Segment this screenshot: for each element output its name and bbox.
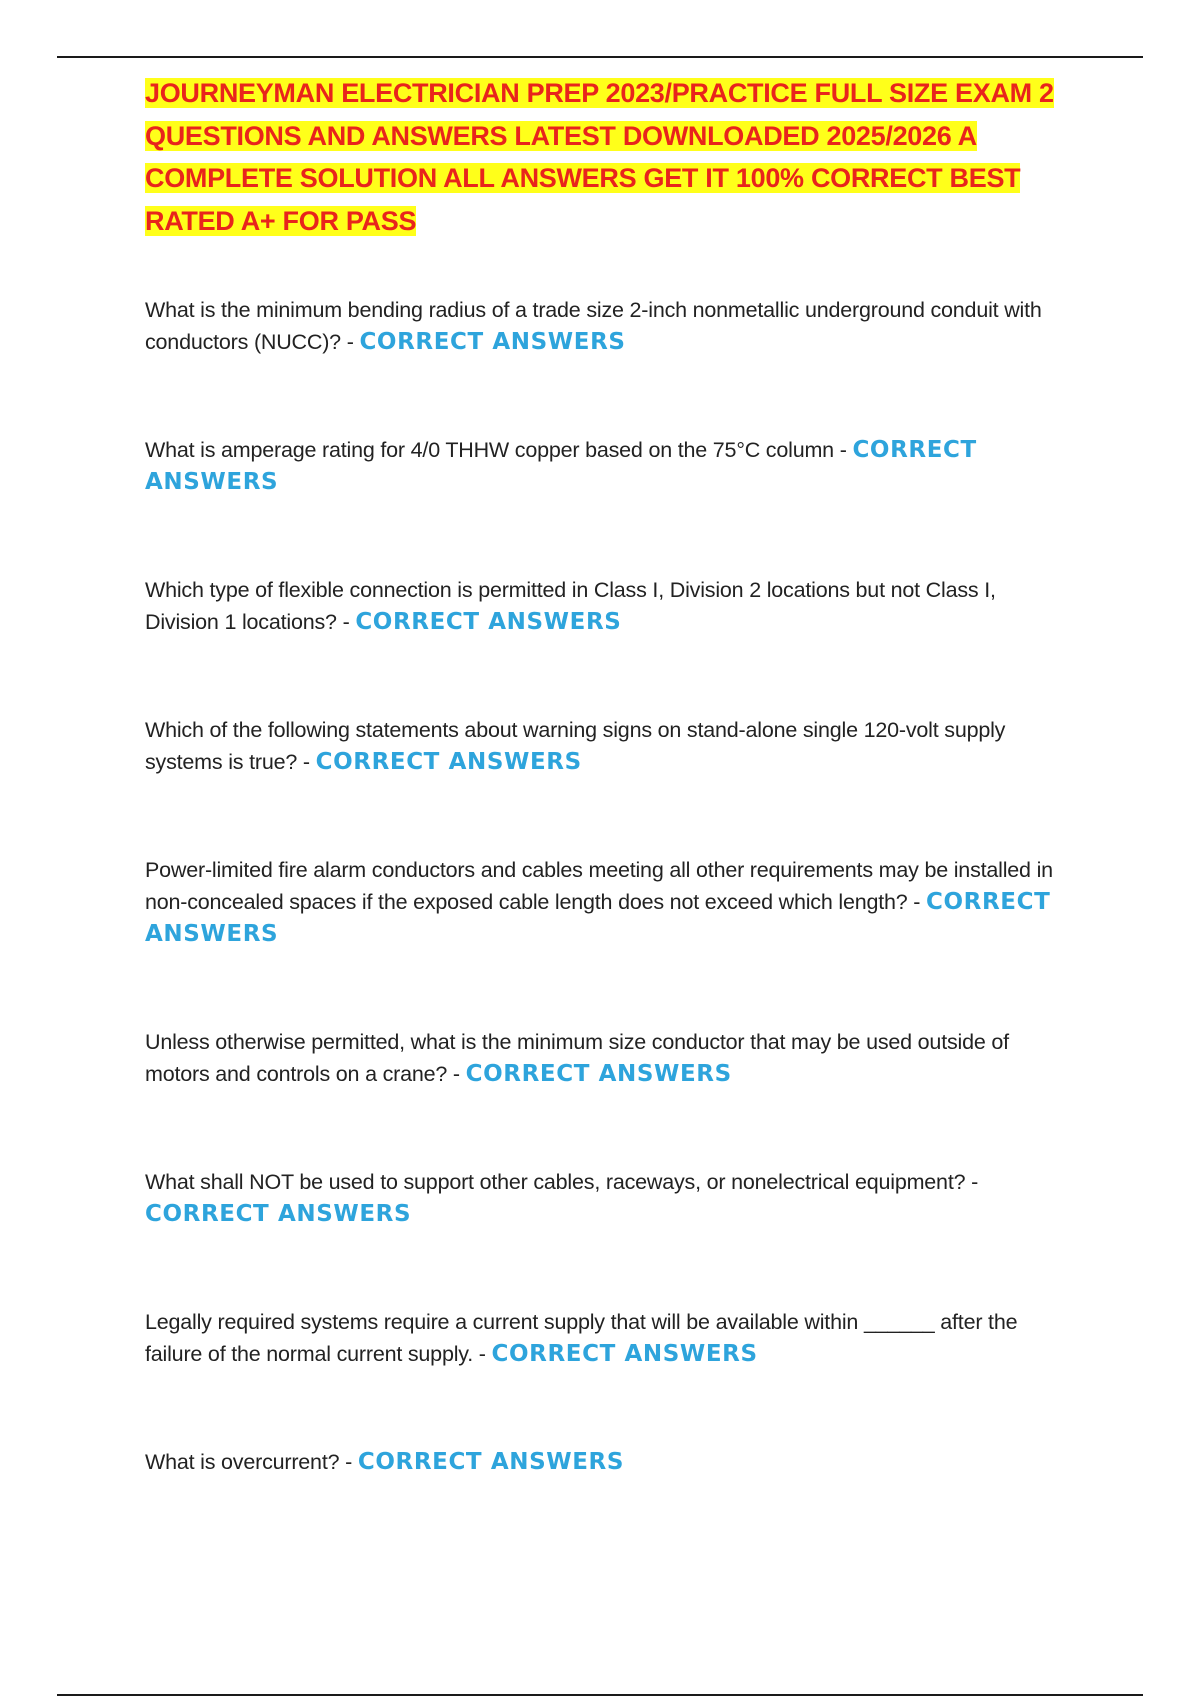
question-text: Legally required systems require a current supply that will be available within ______ after the failure of the normal current supply. — [145, 1310, 1018, 1366]
question-text: Unless otherwise permitted, what is the minimum size conductor that may be used outside of motors and controls on a crane? — [145, 1030, 1009, 1086]
question-item — [145, 1446, 1075, 1478]
question-text: What is the minimum bending radius of a trade size 2-inch nonmetallic underground conduit with conductors (NUCC)? — [145, 298, 1042, 354]
question-item — [145, 714, 1075, 778]
correct-answers-label: CORRECT ANSWERS — [491, 1341, 758, 1367]
bottom-rule — [57, 1694, 1143, 1696]
top-rule — [57, 56, 1143, 58]
question-text: Which type of flexible connection is permitted in Class I, Division 2 locations but not Class I, Division 1 locations? — [145, 578, 996, 634]
question-text: What is overcurrent? — [145, 1450, 340, 1474]
question-item — [145, 1026, 1075, 1090]
question-item — [145, 854, 1075, 950]
document-title-text: JOURNEYMAN ELECTRICIAN PREP 2023/PRACTICE FULL SIZE EXAM 2 QUESTIONS AND ANSWERS LATEST DOWNLOADED 2025/2026 A COMPLETE SOLUTION ALL ANSWERS GET IT 100% CORRECT BEST RATED A+ FOR PASS — [145, 78, 1054, 236]
document-body — [145, 72, 1075, 1554]
question-item — [145, 1306, 1075, 1370]
separator: - — [907, 890, 927, 914]
separator: - — [833, 438, 853, 462]
correct-answers-label: CORRECT ANSWERS — [355, 609, 622, 635]
correct-answers-label: CORRECT ANSWERS — [357, 1449, 624, 1475]
correct-answers-label: CORRECT ANSWERS — [359, 329, 626, 355]
correct-answers-label: CORRECT ANSWERS — [145, 889, 1051, 947]
question-text: Which of the following statements about warning signs on stand-alone single 120-volt supply systems is true? — [145, 718, 1006, 774]
separator: - — [297, 750, 316, 774]
correct-answers-label: CORRECT ANSWERS — [465, 1061, 732, 1087]
separator: - — [447, 1062, 466, 1086]
separator: - — [339, 1450, 358, 1474]
separator: - — [965, 1170, 979, 1194]
question-item — [145, 574, 1075, 638]
separator: - — [473, 1342, 492, 1366]
correct-answers-label: CORRECT ANSWERS — [315, 749, 582, 775]
question-text: Power-limited fire alarm conductors and cables meeting all other requirements may be installed in non-concealed spaces if the exposed cable length does not exceed which length? — [145, 858, 1053, 914]
separator: - — [336, 610, 356, 634]
separator: - — [340, 330, 360, 354]
correct-answers-label: CORRECT ANSWERS — [145, 437, 977, 495]
question-text: What shall NOT be used to support other cables, raceways, or nonelectrical equipment? — [145, 1170, 966, 1194]
question-text: What is amperage rating for 4/0 THHW copper based on the 75°C column — [145, 438, 834, 462]
document-title — [145, 72, 1075, 242]
correct-answers-label: CORRECT ANSWERS — [145, 1201, 412, 1227]
question-item — [145, 294, 1075, 358]
question-item — [145, 434, 1075, 498]
question-item — [145, 1166, 1075, 1230]
